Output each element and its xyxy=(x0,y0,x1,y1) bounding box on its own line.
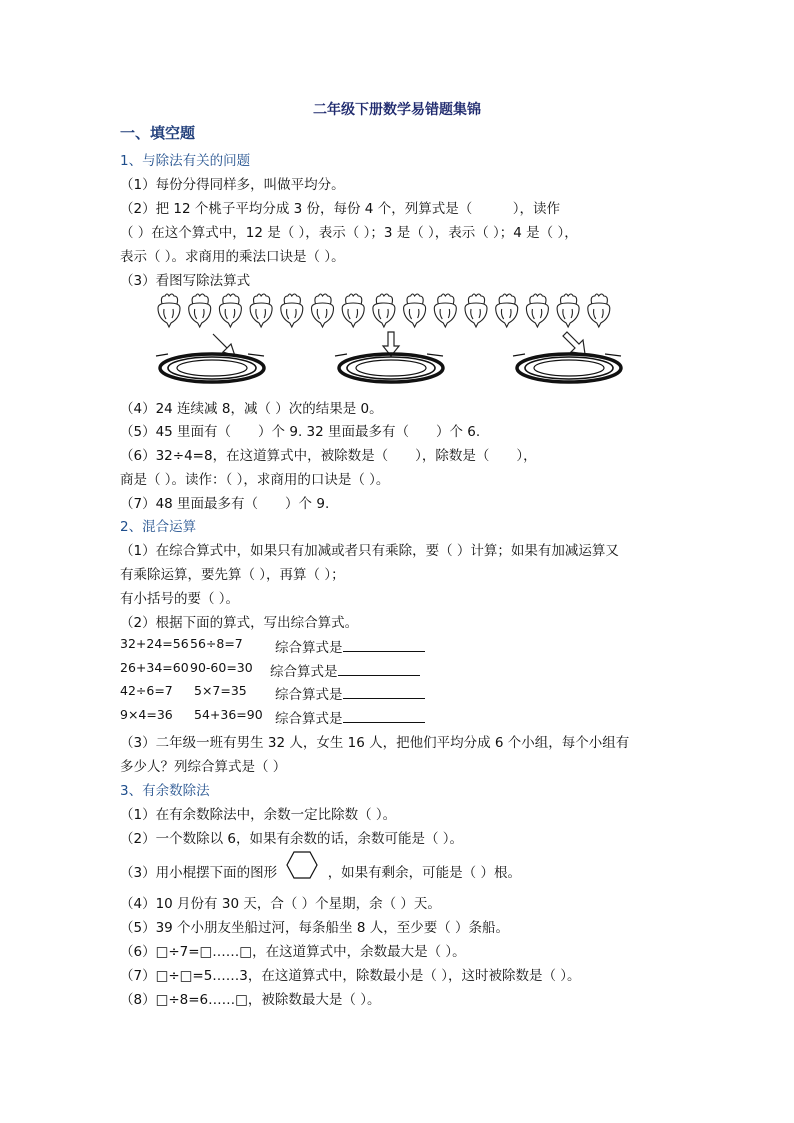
plate-icon xyxy=(335,354,443,382)
radish-icon xyxy=(250,294,272,327)
combined-label: 综合算式是 xyxy=(270,660,420,680)
equation-b: 54+36=90 xyxy=(194,707,263,722)
line: （ ）在这个算式中，12 是（ ），表示（ ）；3 是（ ），表示（ ）；4 是（ ）， xyxy=(120,225,578,241)
answer-blank[interactable] xyxy=(338,662,420,676)
radish-icon xyxy=(496,294,518,327)
radish-icon xyxy=(342,294,364,327)
equation-a: 9×4=36 xyxy=(120,707,173,722)
combined-label: 综合算式是 xyxy=(275,683,425,703)
line: （1）在综合算式中，如果只有加减或者只有乘除，要（ ）计算；如果有加减运算又 xyxy=(120,543,619,559)
radish-icon xyxy=(189,294,211,327)
line: （2）一个数除以 6，如果有余数的话，余数可能是（ ）。 xyxy=(120,831,464,847)
line: （6）□÷7=□……□，在这道算式中，余数最大是（ ）。 xyxy=(120,944,466,960)
radish-icon xyxy=(373,294,395,327)
line: （4）24 连续减 8，减（ ）次的结果是 0。 xyxy=(120,401,383,417)
equation-a: 26+34=60 xyxy=(120,660,189,675)
equation-b: 56÷8=7 xyxy=(190,636,243,651)
combined-label: 综合算式是 xyxy=(275,707,425,727)
line: 多少人？列综合算式是（ ） xyxy=(120,759,287,775)
line: （1）在有余数除法中，余数一定比除数（ ）。 xyxy=(120,807,397,823)
subsection-mixed-operations: 2、混合运算 xyxy=(120,519,197,535)
radish-icon xyxy=(465,294,487,327)
line: 商是（ ）。读作：（ ），求商用的口诀是（ ）。 xyxy=(120,472,390,488)
radish-icon xyxy=(312,294,334,327)
radish-icon xyxy=(588,294,610,327)
line: （3）看图写除法算式 xyxy=(120,273,251,289)
radish-icon xyxy=(526,294,548,327)
line: （5）39 个小朋友坐船过河，每条船坐 8 人，至少要（ ）条船。 xyxy=(120,920,510,936)
line: （3）二年级一班有男生 32 人，女生 16 人，把他们平均分成 6 个小组，每个小组有 xyxy=(120,735,630,751)
equation-row xyxy=(120,660,338,680)
equation-a: 32+24=56 xyxy=(120,636,189,651)
line: （4）10 月份有 30 天，合（ ）个星期，余（ ）天。 xyxy=(120,896,441,912)
radish-icon xyxy=(404,294,426,327)
radish-icon xyxy=(158,294,180,327)
equation-a: 42÷6=7 xyxy=(120,683,173,698)
page-title: 二年级下册数学易错题集锦 xyxy=(313,102,481,118)
radish-plates-figure xyxy=(155,292,645,384)
line: （7）48 里面最多有（ ）个 9. xyxy=(120,496,330,512)
line: （6）32÷4=8，在这道算式中，被除数是（ ），除数是（ ）， xyxy=(120,448,537,464)
plate-icon xyxy=(156,354,264,382)
answer-blank[interactable] xyxy=(343,638,425,652)
line xyxy=(120,856,521,890)
equation-b: 5×7=35 xyxy=(194,683,247,698)
line-part: （3）用小棍摆下面的图形 xyxy=(120,865,278,881)
line: 有乘除运算，要先算（ ），再算（ ）； xyxy=(120,567,345,583)
line: （7）□÷□=5……3，在这道算式中，除数最小是（ ），这时被除数是（ ）。 xyxy=(120,968,581,984)
radish-icon xyxy=(281,294,303,327)
line: （2）把 12 个桃子平均分成 3 份，每份 4 个，列算式是（ ），读作 xyxy=(120,201,560,217)
plate-icon xyxy=(513,354,621,382)
section-heading-fill-blank: 一、填空题 xyxy=(120,124,196,142)
answer-blank[interactable] xyxy=(343,709,425,723)
arrow-icon xyxy=(563,332,585,354)
equation-row xyxy=(120,636,343,656)
equation-row xyxy=(120,707,343,727)
radish-icon xyxy=(434,294,456,327)
line: （1）每份分得同样多，叫做平均分。 xyxy=(120,177,345,193)
radish-icon xyxy=(219,294,241,327)
line: 表示（ ）。求商用的乘法口诀是（ ）。 xyxy=(120,249,345,265)
line: 有小括号的要（ ）。 xyxy=(120,591,240,607)
subsection-remainder-division: 3、有余数除法 xyxy=(120,783,210,799)
equation-b: 90-60=30 xyxy=(190,660,253,675)
subsection-division: 1、与除法有关的问题 xyxy=(120,153,251,169)
line: （8）□÷8=6……□，被除数最大是（ ）。 xyxy=(120,992,381,1008)
line: （2）根据下面的算式，写出综合算式。 xyxy=(120,615,359,631)
line-part: ，如果有剩余，可能是（ ）根。 xyxy=(327,865,521,881)
answer-blank[interactable] xyxy=(343,685,425,699)
line: （5）45 里面有（ ）个 9. 32 里面最多有（ ）个 6. xyxy=(120,424,481,440)
hexagon-icon xyxy=(285,850,319,884)
radish-icon xyxy=(557,294,579,327)
combined-label: 综合算式是 xyxy=(275,636,425,656)
equation-row xyxy=(120,683,343,703)
